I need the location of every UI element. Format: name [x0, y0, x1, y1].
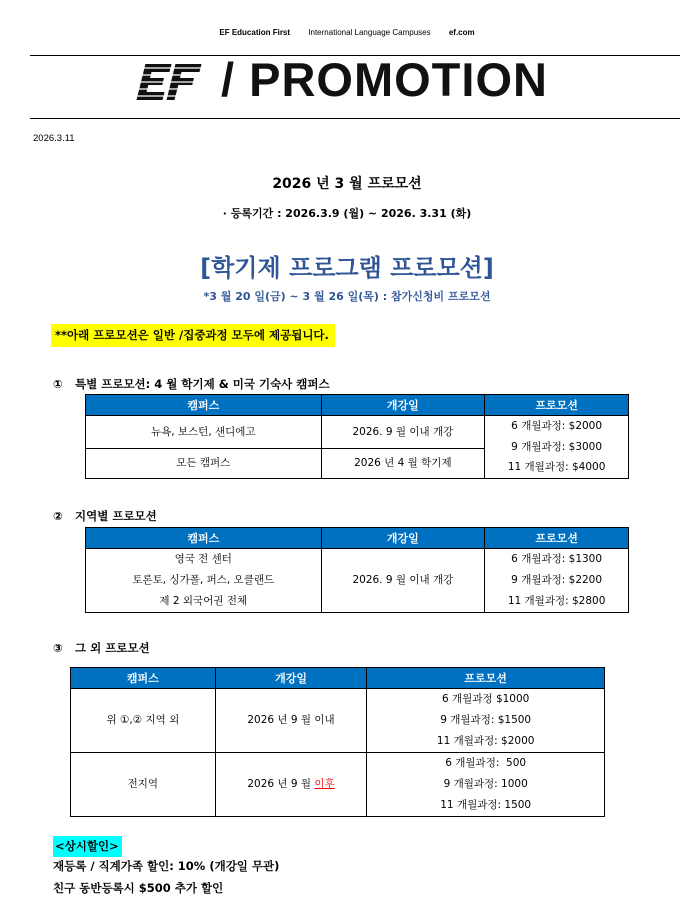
registration-period: · 등록기간 : 2026.3.9 (월) ~ 2026. 3.31 (화) [222, 207, 472, 220]
issue-date: 2026.3.11 [33, 133, 75, 144]
col-header-start: 개강일 [321, 528, 485, 549]
section2-table [85, 527, 629, 613]
promo-line: 9 개월과정: 1000 [443, 778, 528, 790]
section2-title: 지역별 프로모션 [75, 509, 157, 523]
promo-line: 11 개월과정: $4000 [507, 461, 606, 474]
table-row [71, 753, 605, 817]
col-header-promo: 프로모션 [485, 528, 629, 549]
promo-line: 9 개월과정: $2200 [511, 574, 603, 586]
section1-heading [53, 376, 330, 392]
promo-line: 9 개월과정: $1500 [440, 714, 532, 726]
promo-cell [367, 753, 605, 817]
promo-cell [485, 549, 629, 613]
site-link[interactable]: ef.com [448, 28, 475, 37]
tagline-text: International Language Campuses [308, 28, 431, 37]
table-row [86, 549, 629, 613]
col-header-promo: 프로모션 [485, 395, 629, 416]
section2-heading [53, 508, 157, 524]
promo-line: 11 개월과정: 1500 [440, 799, 532, 811]
campus-cell: 위 ①,② 지역 외 [71, 689, 216, 753]
campus-cell: 모든 캠퍼스 [86, 449, 322, 479]
section3-heading [53, 640, 150, 656]
permanent-discount-heading: <상시할인> [53, 836, 122, 857]
promo-line: 6 개월과정: $1300 [511, 553, 603, 565]
promo-line: 11 개월과정: $2000 [436, 735, 535, 747]
section3-table [70, 667, 605, 817]
promo-line: 6 개월과정: 500 [445, 757, 527, 769]
program-headline: [학기제 프로그램 프로모션] [200, 254, 494, 282]
start-cell [215, 753, 367, 817]
table-header-row [86, 528, 629, 549]
col-header-start: 개강일 [215, 668, 367, 689]
promo-cell [485, 416, 629, 479]
table-header-row [71, 668, 605, 689]
campus-cell: 뉴욕, 보스턴, 샌디에고 [86, 416, 322, 449]
start-cell: 2026. 9 월 이내 개강 [321, 416, 485, 449]
start-emphasis: 이후 [314, 778, 335, 790]
ef-logo-text: EF [133, 58, 135, 59]
campus-line: 토론토, 싱가폴, 퍼스, 오클랜드 [132, 574, 275, 586]
promo-line: 6 개월과정 $1000 [442, 693, 530, 705]
promo-line: 9 개월과정: $3000 [511, 440, 603, 453]
table-header-row [86, 395, 629, 416]
promotion-wordmark: / PROMOTION [221, 53, 548, 106]
start-cell: 2026 년 4 월 학기제 [321, 449, 485, 479]
section3-number: ③ [53, 641, 63, 655]
permanent-discount-line: 재등록 / 직계가족 할인: 10% (개강일 무관) [53, 859, 280, 873]
page-title: 2026 년 3 월 프로모션 [272, 176, 422, 192]
top-nav [0, 28, 694, 37]
program-subline: *3 월 20 일(금) ~ 3 월 26 일(목) : 참가신청비 프로모션 [203, 290, 491, 303]
campus-line: 제 2 외국어권 전체 [159, 595, 248, 607]
campus-cell [86, 549, 322, 613]
promo-line: 6 개월과정: $2000 [511, 420, 603, 433]
promo-cell [367, 689, 605, 753]
ef-logo-icon [133, 58, 213, 104]
col-header-promo: 프로모션 [367, 668, 605, 689]
campus-cell: 전지역 [71, 753, 216, 817]
section1-number: ① [53, 377, 63, 391]
col-header-campus: 캠퍼스 [71, 668, 216, 689]
section2-number: ② [53, 509, 63, 523]
col-header-campus: 캠퍼스 [86, 395, 322, 416]
banner-divider [30, 118, 680, 119]
brand-link[interactable]: EF Education First [219, 28, 291, 37]
notice-highlight: **아래 프로모션은 일반 /집중과정 모두에 제공됩니다. [51, 324, 335, 347]
permanent-discount-line: 친구 동반등록시 $500 추가 할인 [53, 881, 224, 895]
table-row [86, 416, 629, 449]
start-prefix: 2026 년 9 월 [247, 778, 315, 790]
section1-title: 특별 프로모션: 4 월 학기제 & 미국 기숙사 캠퍼스 [75, 377, 330, 391]
campus-line: 영국 전 센터 [174, 553, 232, 565]
promo-line: 11 개월과정: $2800 [507, 595, 606, 607]
start-cell: 2026. 9 월 이내 개강 [321, 549, 485, 613]
col-header-start: 개강일 [321, 395, 485, 416]
section3-title: 그 외 프로모션 [75, 641, 150, 655]
start-cell: 2026 년 9 월 이내 [215, 689, 367, 753]
table-row [71, 689, 605, 753]
col-header-campus: 캠퍼스 [86, 528, 322, 549]
section1-table [85, 394, 629, 479]
